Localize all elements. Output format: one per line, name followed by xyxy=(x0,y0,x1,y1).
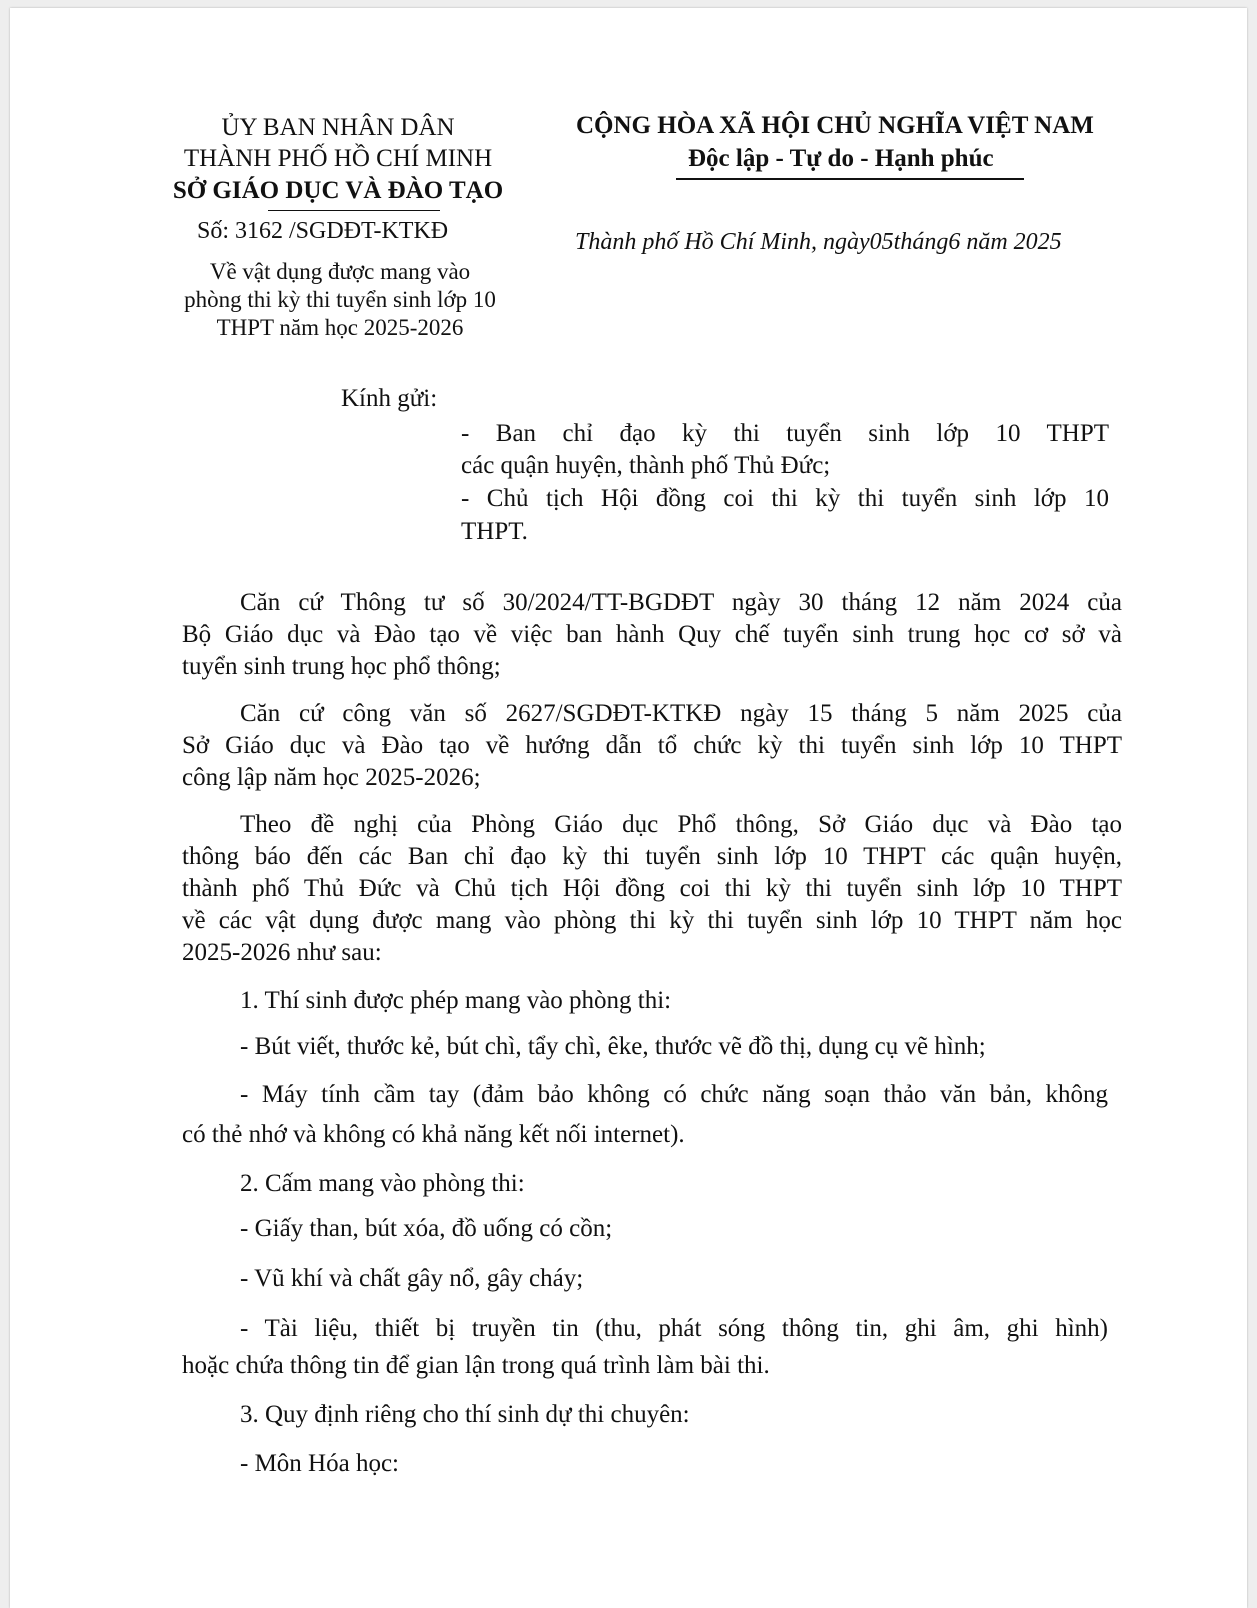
motto-underline xyxy=(676,178,1024,180)
section-1-heading: 1. Thí sinh được phép mang vào phòng thi: xyxy=(240,987,672,1014)
recipient-1-line-1: - Ban chỉ đạo kỳ thi tuyển sinh lớp 10 THPT xyxy=(461,420,1109,447)
para-3-line-1: Theo đề nghị của Phòng Giáo dục Phổ thông, Sở Giáo dục và Đào tạo xyxy=(240,811,1122,838)
subject-line-3: THPT năm học 2025-2026 xyxy=(216,315,464,340)
section-1-item-b-line-1: - Máy tính cầm tay (đảm bảo không có chức năng soạn thảo văn bản, không xyxy=(240,1081,1108,1108)
agency-underline xyxy=(268,210,440,211)
para-3-line-2: thông báo đến các Ban chỉ đạo kỳ thi tuyển sinh lớp 10 THPT các quận huyện, xyxy=(182,843,1122,870)
subject-line-1: Về vật dụng được mang vào xyxy=(209,259,471,284)
para-2-line-2: Sở Giáo dục và Đào tạo về hướng dẫn tổ chức kỳ thi tuyển sinh lớp 10 THPT xyxy=(182,732,1122,759)
section-1-item-a: - Bút viết, thước kẻ, bút chì, tẩy chì, êke, thước vẽ đồ thị, dụng cụ vẽ hình; xyxy=(240,1033,986,1060)
document-subject xyxy=(150,258,530,342)
subject-line-2: phòng thi kỳ thi tuyển sinh lớp 10 xyxy=(184,287,496,312)
document-number: Số: 3162 /SGDĐT-KTKĐ xyxy=(197,218,449,244)
para-1-line-2: Bộ Giáo dục và Đào tạo về việc ban hành Quy chế tuyển sinh trung học cơ sở và xyxy=(182,621,1122,648)
para-1-line-1: Căn cứ Thông tư số 30/2024/TT-BGDĐT ngày 30 tháng 12 năm 2024 của xyxy=(240,589,1122,616)
recipient-2-line-2: THPT. xyxy=(461,518,528,545)
national-motto: Độc lập - Tự do - Hạnh phúc xyxy=(688,145,994,172)
section-2-item-c-line-2: hoặc chứa thông tin để gian lận trong quá trình làm bài thi. xyxy=(182,1352,770,1379)
para-3-line-4: về các vật dụng được mang vào phòng thi kỳ thi tuyển sinh lớp 10 THPT năm học xyxy=(182,907,1122,934)
section-3-heading: 3. Quy định riêng cho thí sinh dự thi chuyên: xyxy=(240,1401,690,1428)
section-2-item-b: - Vũ khí và chất gây nổ, gây cháy; xyxy=(240,1265,584,1292)
recipients-label: Kính gửi: xyxy=(341,385,438,412)
section-2-item-c-line-1: - Tài liệu, thiết bị truyền tin (thu, phát sóng thông tin, ghi âm, ghi hình) xyxy=(240,1315,1108,1342)
para-3-line-3: thành phố Thủ Đức và Chủ tịch Hội đồng coi thi kỳ thi tuyển sinh lớp 10 THPT xyxy=(182,875,1122,902)
para-3-line-5: 2025-2026 như sau: xyxy=(182,939,382,966)
para-2-line-1: Căn cứ công văn số 2627/SGDĐT-KTKĐ ngày 15 tháng 5 năm 2025 của xyxy=(240,700,1122,727)
recipient-2-line-1: - Chủ tịch Hội đồng coi thi kỳ thi tuyển sinh lớp 10 xyxy=(461,485,1109,512)
section-3-item-a: - Môn Hóa học: xyxy=(240,1450,399,1477)
section-2-item-a: - Giấy than, bút xóa, đồ uống có cồn; xyxy=(240,1215,613,1242)
para-2-line-3: công lập năm học 2025-2026; xyxy=(182,764,481,791)
recipient-1-line-2: các quận huyện, thành phố Thủ Đức; xyxy=(461,452,831,479)
para-1-line-3: tuyển sinh trung học phổ thông; xyxy=(182,653,501,680)
section-1-item-b-line-2: có thẻ nhớ và không có khả năng kết nối internet). xyxy=(182,1121,685,1148)
agency-parent: ỦY BAN NHÂN DÂN xyxy=(221,114,455,141)
agency-city: THÀNH PHỐ HỒ CHÍ MINH xyxy=(183,145,493,172)
agency-name: SỞ GIÁO DỤC VÀ ĐÀO TẠO xyxy=(172,177,504,204)
national-title: CỘNG HÒA XÃ HỘI CHỦ NGHĨA VIỆT NAM xyxy=(576,112,1094,139)
section-2-heading: 2. Cấm mang vào phòng thi: xyxy=(240,1170,525,1197)
document-date: Thành phố Hồ Chí Minh, ngày05tháng6 năm 2025 xyxy=(575,229,1062,255)
